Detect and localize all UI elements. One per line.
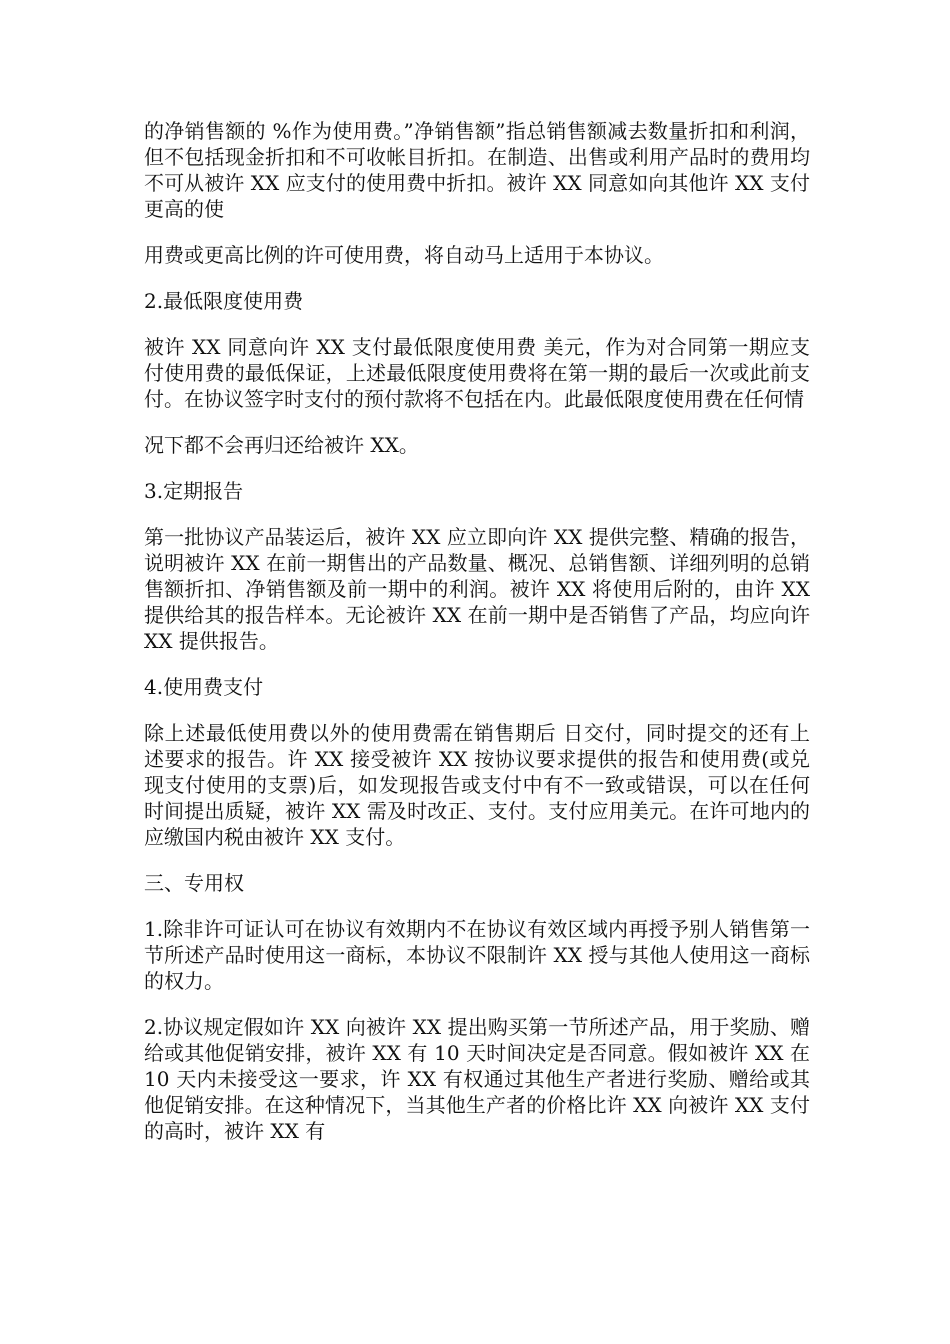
paragraph-exclusive-rights-2: 2.协议规定假如许 XX 向被许 XX 提出购买第一节所述产品，用于奖励、赠给或其他促销安排，被许 XX 有 10 天时间决定是否同意。假如被许 XX 在 10 天内未接受这一要求，许 XX 有权通过其他生产者进行奖励、赠给或其他促销安排。在这种情况下，当其他生产者的价格比许 XX 向被许 XX 支付的高时，被许 XX 有 bbox=[144, 1015, 810, 1143]
paragraph-royalty-payment: 除上述最低使用费以外的使用费需在销售期后 日交付，同时提交的还有上述要求的报告。许 XX 接受被许 XX 按协议要求提供的报告和使用费(或兑现支付使用的支票)后，如发现报告或支付中有不一致或错误，可以在任何时间提出质疑，被许 XX 需及时改正、支付。支付应用美元。在许可地内的应缴国内税由被许 XX 支付。 bbox=[144, 721, 810, 849]
section-heading-periodic-report: 3.定期报告 bbox=[144, 479, 244, 503]
section-heading-minimum-royalty: 2.最低限度使用费 bbox=[144, 289, 304, 313]
paragraph-minimum-royalty: 被许 XX 同意向许 XX 支付最低限度使用费 美元，作为对合同第一期应支付使用费的最低保证，上述最低限度使用费将在第一期的最后一次或此前支付。在协议签字时支付的预付款将不包括在内。此最低限度使用费在任何情 bbox=[144, 335, 810, 411]
section-heading-exclusive-rights: 三、专用权 bbox=[144, 871, 244, 895]
section-heading-royalty-payment: 4.使用费支付 bbox=[144, 675, 264, 699]
paragraph-exclusive-rights-1: 1.除非许可证认可在协议有效期内不在协议有效区域内再授予别人销售第一节所述产品时使用这一商标，本协议不限制许 XX 授与其他人使用这一商标的权力。 bbox=[144, 917, 810, 993]
paragraph-minimum-royalty-cont: 况下都不会再归还给被许 XX。 bbox=[144, 433, 419, 457]
paragraph-royalty-rate: 的净销售额的 %作为使用费。”净销售额”指总销售额减去数量折扣和利润，但不包括现金折扣和不可收帐目折扣。在制造、出售或利用产品时的费用均不可从被许 XX 应支付的使用费中折扣。被许 XX 同意如向其他许 XX 支付更高的使 bbox=[144, 119, 810, 221]
paragraph-royalty-rate-cont: 用费或更高比例的许可使用费，将自动马上适用于本协议。 bbox=[144, 243, 664, 267]
paragraph-periodic-report: 第一批协议产品装运后，被许 XX 应立即向许 XX 提供完整、精确的报告，说明被许 XX 在前一期售出的产品数量、概况、总销售额、详细列明的总销售额折扣、净销售额及前一期中的利润。被许 XX 将使用后附的，由许 XX 提供给其的报告样本。无论被许 XX 在前一期中是否销售了产品，均应向许 XX 提供报告。 bbox=[144, 525, 810, 653]
document-body bbox=[144, 118, 810, 1164]
